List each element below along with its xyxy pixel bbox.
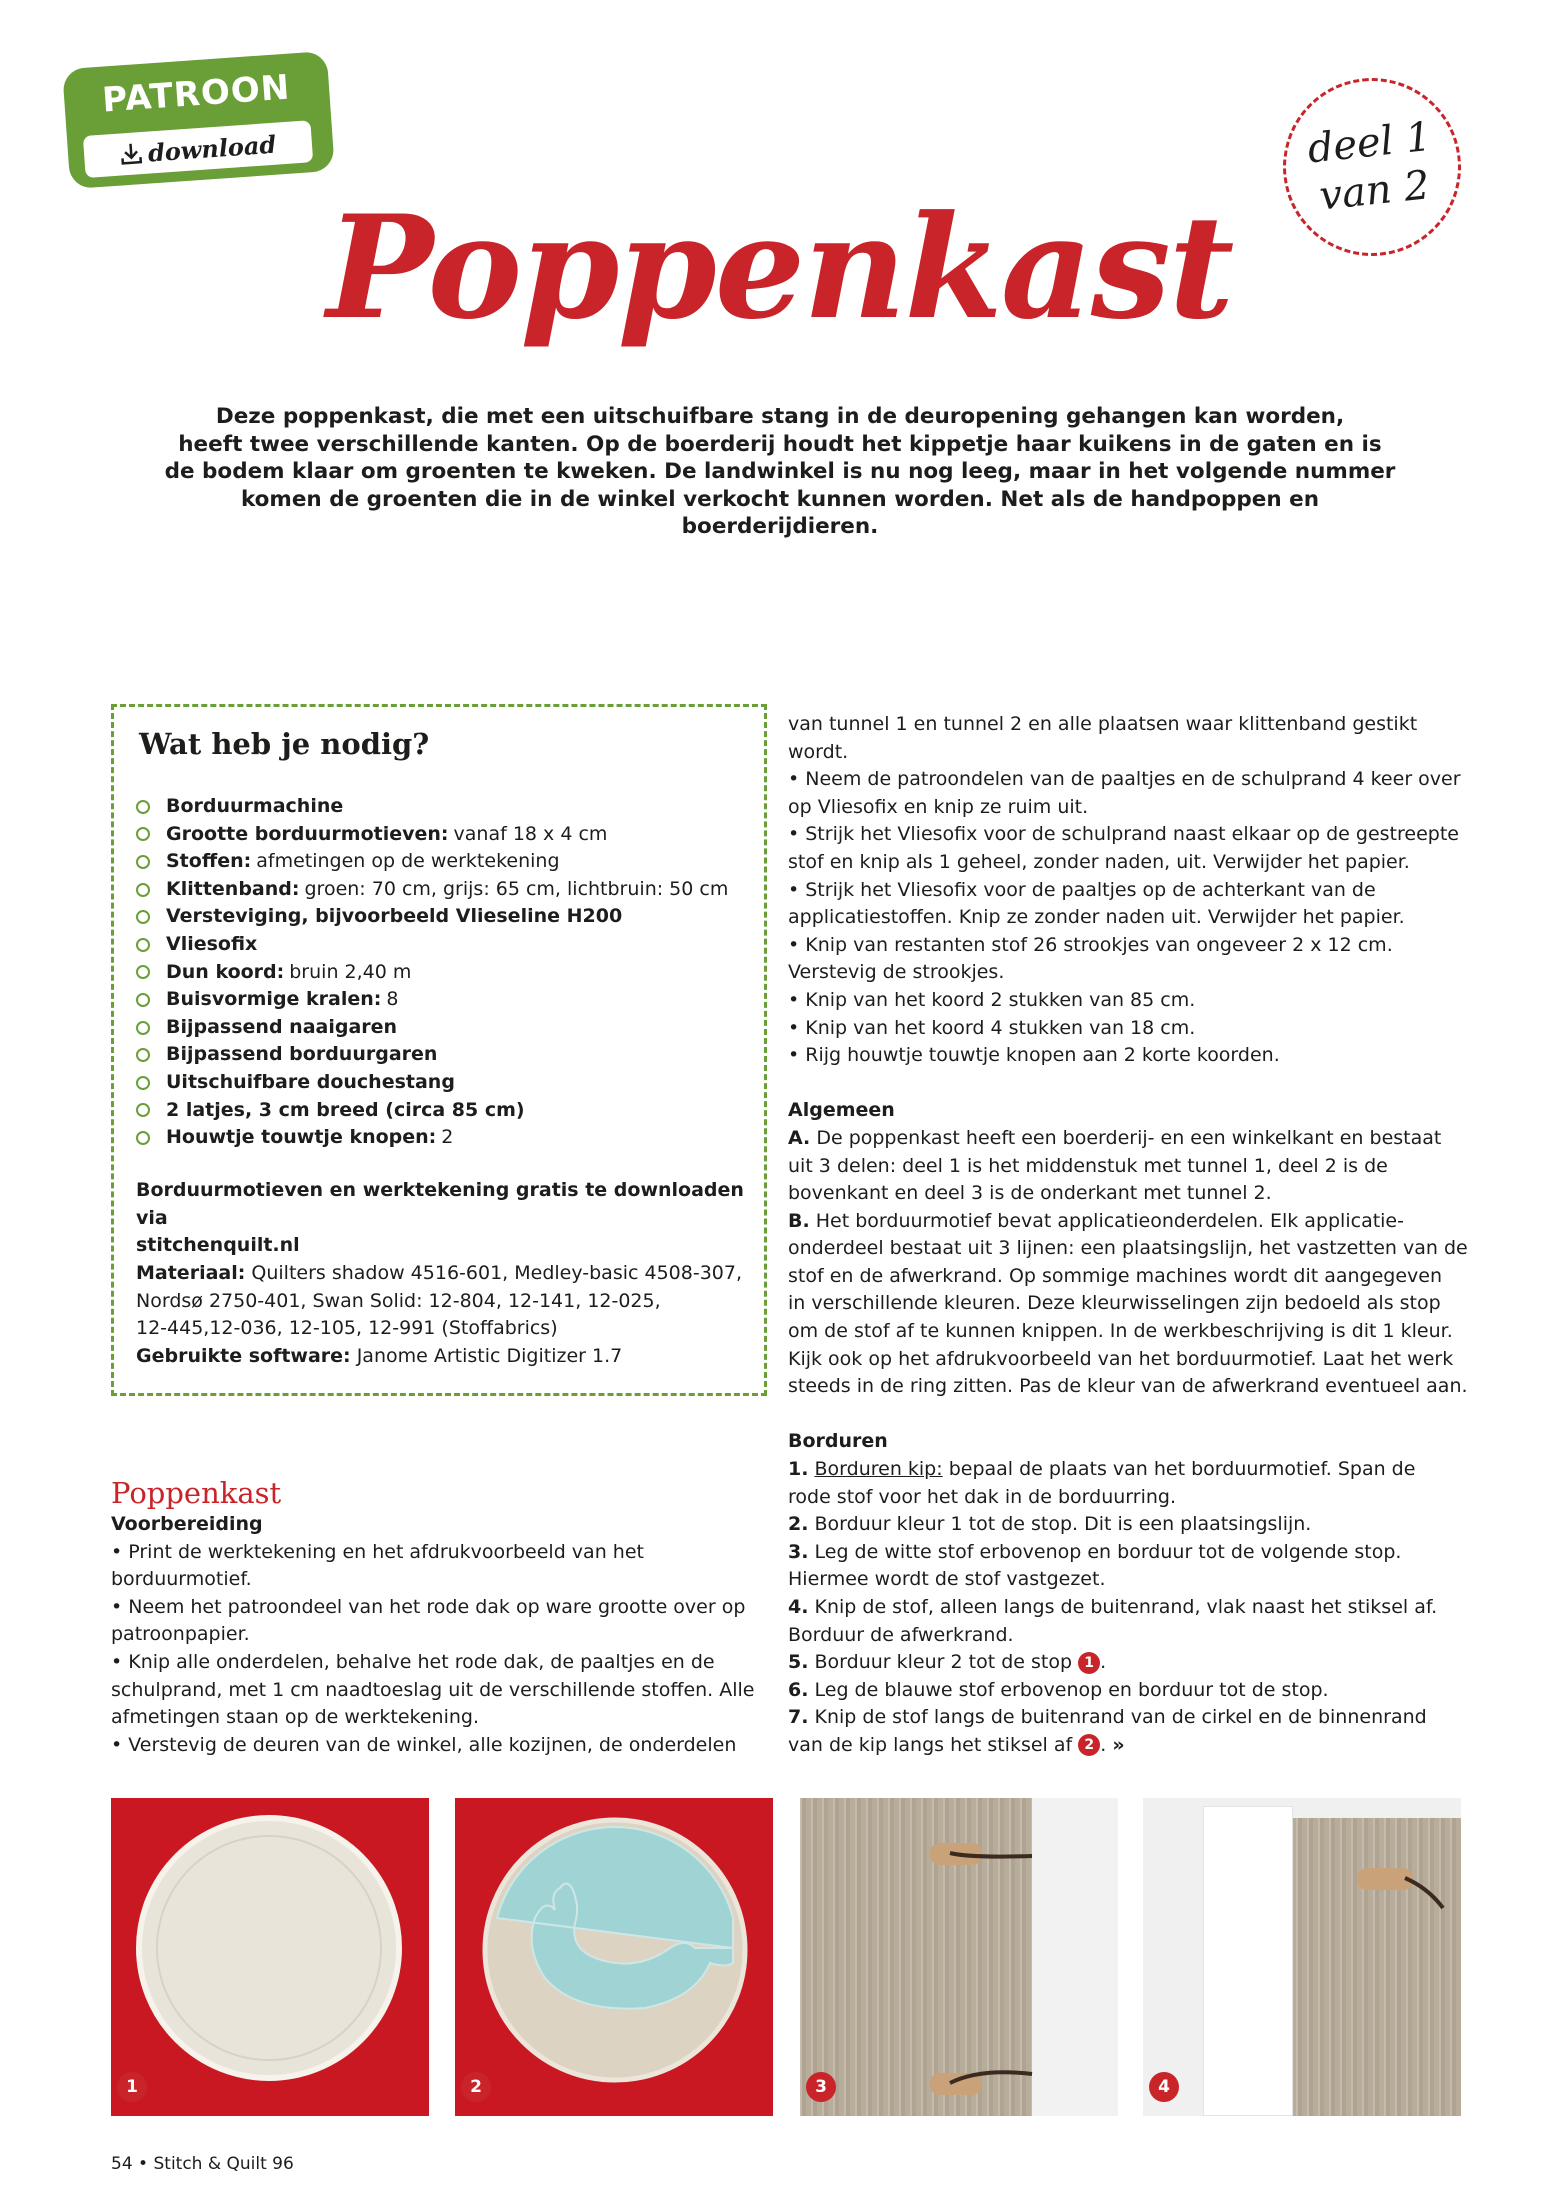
page-number: 54	[111, 2154, 133, 2174]
embroidery-heading: Borduren	[788, 1430, 888, 1453]
requirements-box	[111, 704, 767, 1396]
list-item: Grootte borduurmotieven: vanaf 18 x 4 cm	[136, 821, 728, 849]
hen-applique-image	[455, 1798, 773, 2116]
intro-line: Deze poppenkast, die met een uitschuifbare stang in de deuropening gehangen kan worden,	[215, 404, 1345, 429]
list-item: 2 latjes, 3 cm breed (circa 85 cm)	[136, 1097, 728, 1125]
page-title: Poppenkast	[326, 185, 1233, 351]
download-label: download	[146, 129, 278, 168]
intro-line: heeft twee verschillende kanten. Op de boerderij houdt het kippetje haar kuikens in de gaten en is	[178, 431, 1382, 457]
magazine-name: Stitch & Quilt 96	[153, 2154, 294, 2174]
part-line-1: deel 1	[1305, 113, 1434, 173]
circle-bullet-icon	[136, 1131, 150, 1145]
photo-number-badge: 2	[461, 2072, 491, 2102]
list-item: Klittenband: groen: 70 cm, grijs: 65 cm, lichtbruin: 50 cm	[136, 876, 728, 904]
circle-bullet-icon	[136, 910, 150, 924]
intro-line: komen de groenten die in de winkel verkocht kunnen worden. Net als de handpoppen en boerderijdieren.	[240, 486, 1320, 540]
part-line-2: van 2	[1317, 162, 1432, 220]
list-item: Bijpassend borduurgaren	[136, 1041, 728, 1069]
list-item: Bijpassend naaigaren	[136, 1014, 728, 1042]
right-column-text: van tunnel 1 en tunnel 2 en alle plaatsen waar klittenband gestikt wordt. • Neem de patroondelen van de paaltjes en de schulprand 4 keer over op Vliesofix en knip ze ruim uit. • Strijk het Vliesofix voor de schulprand naast elkaar op de gestreepte stof en knip als 1 geheel, zonder naden, uit. Verwijder het papier. • Strijk het Vliesofix voor de paaltjes op de achterkant van de applicatiestoffen. Knip ze zonder naden uit. Verwijder het papier. • Knip van restanten stof 26 strookjes van ongeveer 2 x 12 cm. Verstevig de strookjes. • Knip van het koord 2 stukken van 85 cm. • Knip van het koord 4 stukken van 18 cm. • Rijg houwtje touwtje knopen aan 2 korte koorden. Algemeen A. De poppenkast heeft een boerderij- en een winkelkant en bestaat uit 3 delen: deel 1 is het middenstuk met tunnel 1, deel 2 is de bovenkant en deel 3 is de onderkant met tunnel 2. B. Het borduurmotief bevat applicatieonderdelen. Elk applicatie- onderdeel bestaat uit 3 lijnen: een plaatsingslijn, het vastzetten van de stof en de afwerkrand. Op sommige machines wordt dit aangegeven in verschillende kleuren. Deze kleurwisselingen zijn bedoeld als stop om de stof af te kunnen knippen. In de werkbeschrijving is dit 1 kleur. Kijk ook op het afdrukvoorbeeld van het borduurmotief. Laat het werk steeds in de ring zitten. Pas de kleur van de afwerkrand eventueel aan. Borduren 1. Borduren kip: bepaal de plaats van het borduurmotief. Span de rode stof voor het dak in de borduurring. 2. Borduur kleur 1 tot de stop. Dit is een plaatsingslijn. 3. Leg de witte stof erbovenop en borduur tot de volgende stop. Hiermee wordt de stof vastgezet. 4. Knip de stof, alleen langs de buitenrand, vlak naast het stiksel af. Borduur de afwerkrand. 5. Borduur kleur 2 tot de stop 1 . 6. Leg de blauwe stof erbovenop en borduur tot de stop. 7. Knip de stof langs de buitenrand van de cirkel en de binnenrand van de kip langs het stiksel af 2 . »	[788, 713, 1468, 1756]
photo-2	[455, 1798, 773, 2116]
material-note: Materiaal: Quilters shadow 4516-601, Medley-basic 4508-307, Nordsø 2750-401, Swan Solid: 12-804, 12-141, 12-025, 12-445,12-036, 12-105, 12-991 (Stoffabrics) Gebruikte software: Janome Artistic Digitizer 1.7	[136, 1262, 742, 1367]
photo-number-badge: 1	[117, 2072, 147, 2102]
download-link[interactable]: stitchenquilt.nl	[136, 1234, 300, 1257]
circle-bullet-icon	[136, 1103, 150, 1117]
velcro-strip-image	[1143, 1798, 1461, 2116]
list-item: Dun koord: bruin 2,40 m	[136, 959, 728, 987]
circle-bullet-icon	[136, 1021, 150, 1035]
continue-arrows: »	[1112, 1733, 1125, 1756]
photo-ref-badge: 2	[1078, 1734, 1100, 1756]
intro-text	[140, 403, 1420, 541]
download-note: Borduurmotieven en werktekening gratis te downloaden via stitchenquilt.nl	[136, 1179, 744, 1257]
list-item: Vliesofix	[136, 931, 728, 959]
page-footer	[111, 2154, 294, 2174]
download-icon	[119, 141, 143, 166]
circle-bullet-icon	[136, 800, 150, 814]
download-strip[interactable]	[83, 120, 313, 178]
list-item: Houwtje touwtje knopen: 2	[136, 1124, 728, 1152]
photo-3	[800, 1798, 1118, 2116]
preparation-heading: Voorbereiding	[111, 1513, 263, 1535]
circle-bullet-icon	[136, 1048, 150, 1062]
circle-bullet-icon	[136, 938, 150, 952]
list-item: Borduurmachine	[136, 793, 728, 821]
circle-bullet-icon	[136, 883, 150, 897]
bullet-separator: •	[138, 2154, 154, 2174]
photo-1	[111, 1798, 429, 2116]
circle-bullet-icon	[136, 965, 150, 979]
toggle-buttons-image	[800, 1798, 1118, 2116]
list-item: Versteviging, bijvoorbeeld Vlieseline H200	[136, 903, 728, 931]
list-item: Stoffen: afmetingen op de werktekening	[136, 848, 728, 876]
list-item: Buisvormige kralen: 8	[136, 986, 728, 1014]
general-heading: Algemeen	[788, 1099, 895, 1122]
photo-4	[1143, 1798, 1461, 2116]
photo-number-badge: 4	[1149, 2072, 1179, 2102]
badge-title: PATROON	[101, 67, 292, 121]
pattern-badge	[62, 51, 335, 189]
photo-ref-badge: 1	[1078, 1652, 1100, 1674]
embroidered-circle-image	[111, 1798, 429, 2116]
circle-bullet-icon	[136, 827, 150, 841]
circle-bullet-icon	[136, 1076, 150, 1090]
circle-bullet-icon	[136, 855, 150, 869]
intro-line: de bodem klaar om groenten te kweken. De landwinkel is nu nog leeg, maar in het volgende nummer	[164, 459, 1396, 485]
photo-number-badge: 3	[806, 2072, 836, 2102]
preparation-text: Voorbereiding • Print de werktekening en het afdrukvoorbeeld van het borduurmotief. • Neem het patroondeel van het rode dak op ware grootte over op patroonpapier. • Knip alle onderdelen, behalve het rode dak, de paaltjes en de schulprand, met 1 cm naadtoeslag uit de verschillende stoffen. Alle afmetingen staan op de werktekening. • Verstevig de deuren van de winkel, alle kozijnen, de onderdelen	[111, 1511, 771, 1759]
requirements-title: Wat heb je nodig?	[139, 727, 430, 761]
requirements-list	[136, 793, 728, 1152]
list-item: Uitschuifbare douchestang	[136, 1069, 728, 1097]
circle-bullet-icon	[136, 993, 150, 1007]
section-title: Poppenkast	[111, 1476, 282, 1510]
